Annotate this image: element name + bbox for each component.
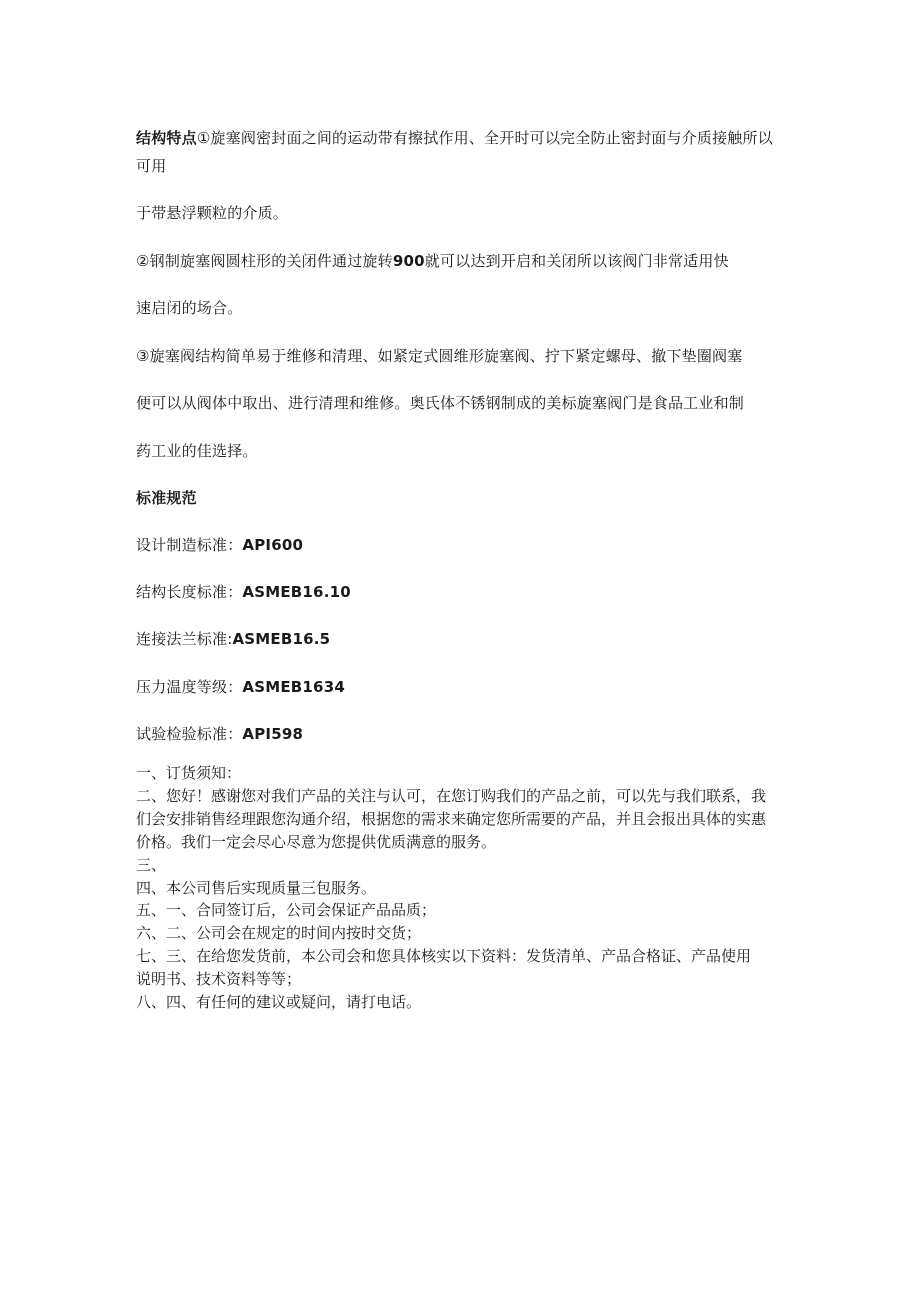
structure-p2-text-b: 就可以达到开启和关闭所以该阀门非常适用快	[424, 252, 729, 270]
structure-p3-line2: 便可以从阀体中取出、进行清理和维修。奥氏体不锈钢制成的美标旋塞阀门是食品工业和制	[136, 394, 745, 412]
standard-value: ASMEB16.10	[242, 583, 351, 601]
standard-item	[136, 629, 330, 649]
order-line: 七、三、在给您发货前，本公司会和您具体核实以下资料：发货清单、产品合格证、产品使用	[136, 947, 752, 966]
standard-label: 压力温度等级：	[136, 678, 243, 696]
order-line: 二、您好！感谢您对我们产品的关注与认可，在您订购我们的产品之前，可以先与我们联系，我	[136, 786, 767, 805]
order-line: 们会安排销售经理跟您沟通介绍，根据您的需求来确定您所需要的产品，并且会报出具体的实惠	[136, 809, 767, 828]
structure-p1-line2: 可用	[136, 157, 167, 175]
standard-label: 设计制造标准：	[136, 536, 243, 554]
structure-p3-line1: ③旋塞阀结构简单易于维修和清理、如紧定式圆维形旋塞阀、拧下紧定螺母、撤下垫圈阀塞	[136, 347, 743, 365]
order-line: 四、本公司售后实现质量三包服务。	[136, 878, 377, 897]
order-line: 六、二、公司会在规定的时间内按时交货；	[136, 924, 422, 943]
standard-label: 试验检验标准：	[136, 725, 243, 743]
standard-label: 结构长度标准：	[136, 583, 243, 601]
standard-item	[136, 582, 351, 602]
structure-p2-angle: 900	[392, 252, 425, 270]
order-line: 八、四、有任何的建议或疑问，请打电话。	[136, 993, 422, 1012]
standard-value: ASMEB16.5	[232, 630, 331, 648]
structure-p1-line1	[136, 128, 773, 148]
standard-value: ASMEB1634	[242, 678, 345, 696]
structure-p1-text: ①旋塞阀密封面之间的运动带有擦拭作用、全开时可以完全防止密封面与介质接触所以	[196, 129, 773, 147]
structure-heading: 结构特点	[136, 129, 197, 147]
structure-p2-text-a: ②钢制旋塞阀圆柱形的关闭件通过旋转	[136, 252, 393, 270]
standard-item	[136, 724, 303, 744]
structure-p2-line1	[136, 251, 729, 271]
order-line: 三、	[136, 855, 167, 874]
standard-label: 连接法兰标准:	[136, 630, 233, 648]
order-line: 五、一、合同签订后，公司会保证产品品质；	[136, 901, 437, 920]
standard-item	[136, 677, 345, 697]
structure-p2-line2: 速启闭的场合。	[136, 299, 243, 317]
standards-heading: 标准规范	[136, 489, 197, 507]
structure-p1-line3: 于带悬浮颗粒的介质。	[136, 204, 289, 222]
standard-value: API598	[242, 725, 304, 743]
order-line: 一、订货须知：	[136, 764, 242, 782]
order-line: 价格。我们一定会尽心尽意为您提供优质满意的服务。	[136, 832, 497, 851]
order-line: 说明书、技术资料等等；	[136, 970, 302, 989]
order-notes	[136, 762, 796, 1014]
structure-p3-line3: 药工业的佳选择。	[136, 442, 258, 460]
standard-item	[136, 535, 303, 555]
standard-value: API600	[242, 536, 304, 554]
